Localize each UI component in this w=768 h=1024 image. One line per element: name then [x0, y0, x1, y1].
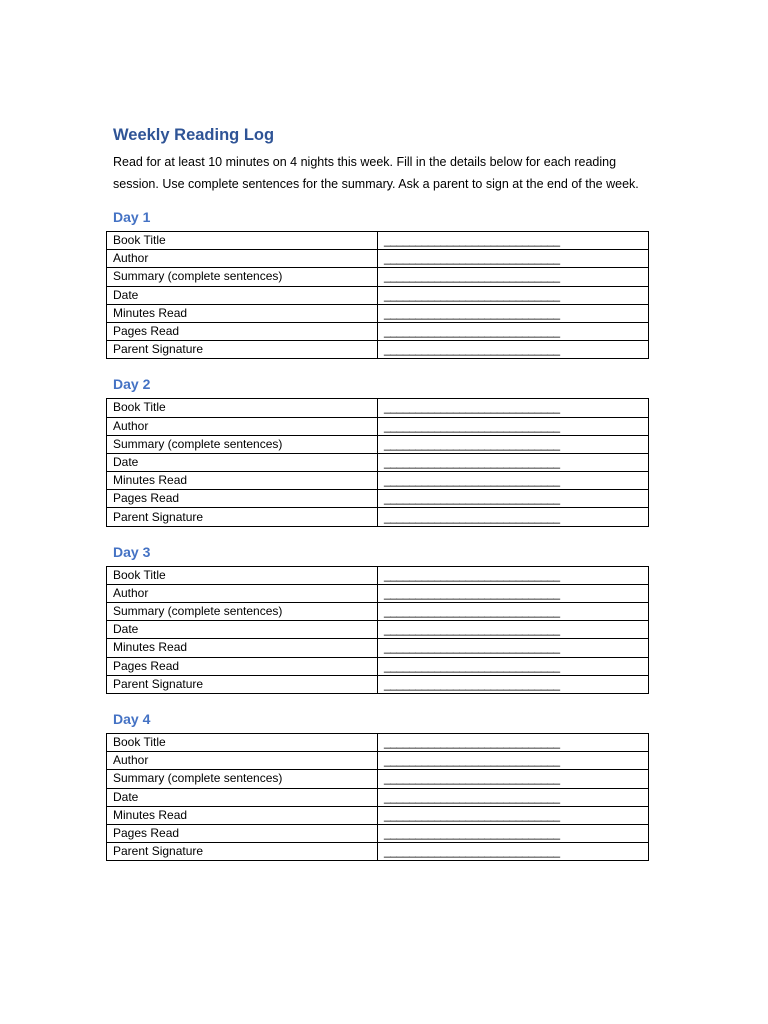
- fill-in-blank: ____________________________: [378, 286, 649, 304]
- fill-in-blank: ____________________________: [378, 232, 649, 250]
- table-row: [107, 286, 649, 304]
- table-row: [107, 621, 649, 639]
- field-label: Date: [107, 286, 378, 304]
- fill-in-blank: ____________________________: [378, 453, 649, 471]
- table-row: [107, 232, 649, 250]
- field-label: Date: [107, 453, 378, 471]
- fill-in-blank: ____________________________: [378, 824, 649, 842]
- day-sections: [106, 207, 649, 861]
- field-label: Summary (complete sentences): [107, 603, 378, 621]
- table-row: [107, 304, 649, 322]
- table-row: [107, 770, 649, 788]
- fill-in-blank: ____________________________: [378, 472, 649, 490]
- table-row: [107, 657, 649, 675]
- day-heading: Day 4: [113, 710, 151, 727]
- field-label: Book Title: [107, 232, 378, 250]
- field-label: Parent Signature: [107, 341, 378, 359]
- table-row: [107, 752, 649, 770]
- reading-log-table: [106, 566, 649, 694]
- field-label: Pages Read: [107, 322, 378, 340]
- field-label: Parent Signature: [107, 675, 378, 693]
- field-label: Pages Read: [107, 824, 378, 842]
- field-label: Parent Signature: [107, 508, 378, 526]
- day-section-1: [106, 207, 649, 359]
- field-label: Author: [107, 250, 378, 268]
- field-label: Author: [107, 584, 378, 602]
- fill-in-blank: ____________________________: [378, 399, 649, 417]
- day-section-4: [106, 709, 649, 861]
- field-label: Summary (complete sentences): [107, 268, 378, 286]
- field-label: Book Title: [107, 399, 378, 417]
- fill-in-blank: ____________________________: [378, 341, 649, 359]
- fill-in-blank: ____________________________: [378, 770, 649, 788]
- field-label: Minutes Read: [107, 304, 378, 322]
- table-row: [107, 435, 649, 453]
- field-label: Author: [107, 752, 378, 770]
- table-row: [107, 417, 649, 435]
- fill-in-blank: ____________________________: [378, 733, 649, 751]
- table-row: [107, 341, 649, 359]
- table-row: [107, 675, 649, 693]
- table-row: [107, 566, 649, 584]
- table-row: [107, 806, 649, 824]
- table-row: [107, 639, 649, 657]
- reading-log-table: [106, 231, 649, 359]
- table-row: [107, 843, 649, 861]
- day-heading: Day 1: [113, 209, 151, 225]
- field-label: Minutes Read: [107, 639, 378, 657]
- day-heading: Day 3: [113, 543, 151, 560]
- table-row: [107, 268, 649, 286]
- fill-in-blank: ____________________________: [378, 417, 649, 435]
- fill-in-blank: ____________________________: [378, 843, 649, 861]
- fill-in-blank: ____________________________: [378, 603, 649, 621]
- fill-in-blank: ____________________________: [378, 268, 649, 286]
- field-label: Summary (complete sentences): [107, 435, 378, 453]
- fill-in-blank: ____________________________: [378, 788, 649, 806]
- fill-in-blank: ____________________________: [378, 304, 649, 322]
- field-label: Book Title: [107, 733, 378, 751]
- table-row: [107, 824, 649, 842]
- field-label: Author: [107, 417, 378, 435]
- fill-in-blank: ____________________________: [378, 250, 649, 268]
- table-row: [107, 453, 649, 471]
- table-row: [107, 322, 649, 340]
- day-section-2: [106, 374, 649, 526]
- table-row: [107, 250, 649, 268]
- table-row: [107, 788, 649, 806]
- fill-in-blank: ____________________________: [378, 584, 649, 602]
- fill-in-blank: ____________________________: [378, 657, 649, 675]
- fill-in-blank: ____________________________: [378, 435, 649, 453]
- table-row: [107, 733, 649, 751]
- field-label: Pages Read: [107, 657, 378, 675]
- field-label: Parent Signature: [107, 843, 378, 861]
- table-row: [107, 584, 649, 602]
- table-row: [107, 508, 649, 526]
- reading-log-table: [106, 733, 649, 861]
- field-label: Minutes Read: [107, 472, 378, 490]
- document-page: [106, 124, 649, 876]
- table-row: [107, 472, 649, 490]
- field-label: Book Title: [107, 566, 378, 584]
- table-row: [107, 603, 649, 621]
- field-label: Pages Read: [107, 490, 378, 508]
- table-row: [107, 490, 649, 508]
- table-row: [107, 399, 649, 417]
- reading-log-table: [106, 398, 649, 526]
- field-label: Summary (complete sentences): [107, 770, 378, 788]
- document-title: Weekly Reading Log: [113, 126, 275, 144]
- day-heading: Day 2: [113, 376, 151, 393]
- fill-in-blank: ____________________________: [378, 752, 649, 770]
- day-section-3: [106, 542, 649, 694]
- fill-in-blank: ____________________________: [378, 675, 649, 693]
- fill-in-blank: ____________________________: [378, 806, 649, 824]
- fill-in-blank: ____________________________: [378, 566, 649, 584]
- fill-in-blank: ____________________________: [378, 508, 649, 526]
- fill-in-blank: ____________________________: [378, 639, 649, 657]
- fill-in-blank: ____________________________: [378, 490, 649, 508]
- field-label: Date: [107, 621, 378, 639]
- field-label: Date: [107, 788, 378, 806]
- field-label: Minutes Read: [107, 806, 378, 824]
- instructions-paragraph: Read for at least 10 minutes on 4 nights this week. Fill in the details below for each reading session. Use complete sentences for the summary. Ask a parent to sign at the end of the week.: [113, 155, 639, 191]
- fill-in-blank: ____________________________: [378, 322, 649, 340]
- fill-in-blank: ____________________________: [378, 621, 649, 639]
